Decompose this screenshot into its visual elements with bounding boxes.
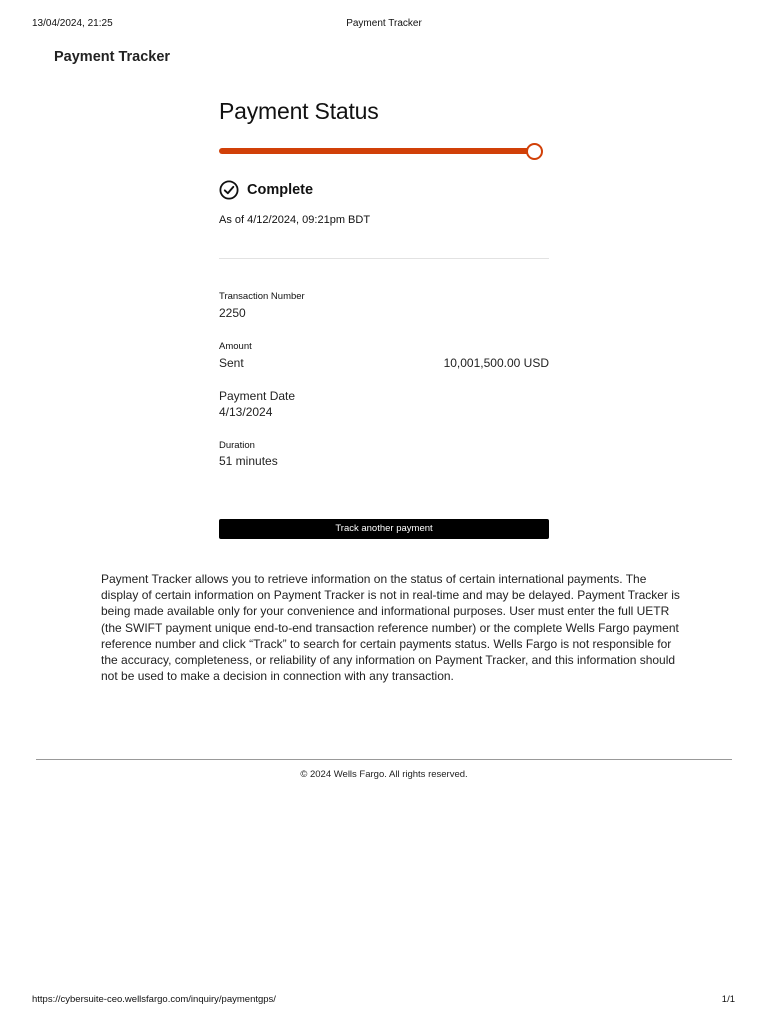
duration-label: Duration bbox=[219, 440, 255, 451]
payment-date-label: Payment Date bbox=[219, 389, 296, 403]
footer-divider bbox=[36, 759, 732, 760]
disclaimer-text: Payment Tracker allows you to retrieve information on the status of certain international payments. The display of certain information on Payment Tracker is not in real-time and may be delayed. Payment Tracker is being made available only for your convenience and informational purposes. User must enter the full UETR (the SWIFT payment unique end-to-end transaction reference number) or the complete Wells Fargo payment reference number and click “Track” to search for certain payments status. Wells Fargo is not responsible for the accuracy, completeness, or reliability of any information on Payment Tracker, and this information should not be used to make a decision in connection with any transaction. bbox=[101, 572, 680, 684]
progress-end-marker bbox=[526, 143, 543, 160]
copyright: © 2024 Wells Fargo. All rights reserved. bbox=[300, 769, 468, 780]
status-label: Complete bbox=[247, 182, 314, 198]
payment-date-value: 4/13/2024 bbox=[219, 405, 273, 419]
print-footer-page-number: 1/1 bbox=[721, 994, 735, 1005]
amount-sent-label: Sent bbox=[219, 356, 244, 370]
amount-value: 10,001,500.00 USD bbox=[443, 356, 549, 370]
transaction-number-value: 2250 bbox=[219, 306, 246, 320]
status-timestamp: As of 4/12/2024, 09:21pm BDT bbox=[219, 214, 371, 226]
app-title: Payment Tracker bbox=[54, 49, 171, 65]
amount-label: Amount bbox=[219, 341, 252, 352]
page-title: Payment Status bbox=[219, 98, 379, 124]
progress-bar bbox=[219, 145, 532, 157]
track-another-payment-button[interactable]: Track another payment bbox=[219, 519, 549, 539]
status-indicator bbox=[219, 180, 313, 200]
print-footer-url: https://cybersuite-ceo.wellsfargo.com/inquiry/paymentgps/ bbox=[32, 994, 276, 1005]
progress-bar-fill bbox=[219, 148, 532, 154]
check-circle-icon bbox=[219, 180, 239, 200]
print-header-title: Payment Tracker bbox=[346, 18, 422, 29]
duration-value: 51 minutes bbox=[219, 454, 278, 468]
divider bbox=[219, 258, 549, 259]
transaction-number-label: Transaction Number bbox=[219, 291, 305, 302]
print-header-datetime: 13/04/2024, 21:25 bbox=[32, 18, 113, 29]
